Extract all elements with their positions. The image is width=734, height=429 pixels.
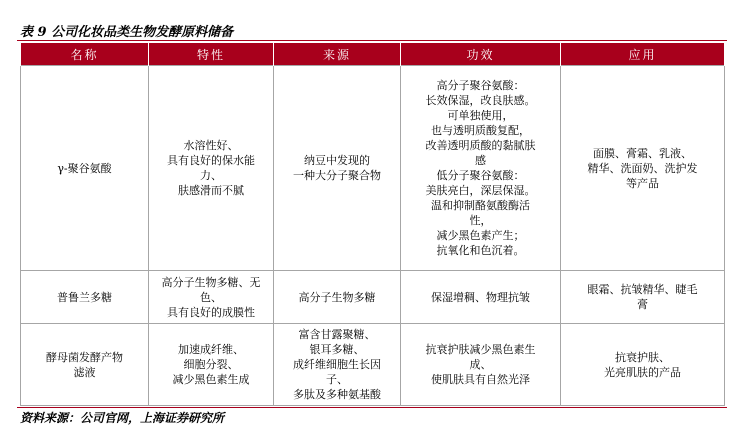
- cell-application: [561, 66, 725, 271]
- raw-materials-table: [20, 43, 725, 406]
- cell-line: 面膜、膏霜、乳液、: [593, 146, 692, 160]
- cell-line: 精华、洗面奶、洗护发: [587, 161, 698, 175]
- cell-line: 高分子聚谷氨酸：: [436, 79, 525, 92]
- table-row: [21, 271, 725, 324]
- cell-application: [561, 324, 725, 406]
- cell-line: 性，: [469, 214, 492, 227]
- cell-line: 抗氧化和色沉着。: [436, 244, 525, 257]
- cell-line: 细胞分裂、: [183, 358, 239, 371]
- cell-line: 感: [475, 154, 486, 167]
- cell-line: 也与透明质酸复配，: [431, 124, 530, 137]
- cell-effect: [401, 324, 561, 406]
- table-row: [21, 324, 725, 406]
- cell-name: [21, 271, 149, 324]
- cell-line: 减少黑色素产生；: [436, 229, 525, 242]
- cell-line: 改善透明质酸的黏腻肤: [425, 139, 536, 152]
- header-effect: 功效: [401, 43, 561, 66]
- header-application: 应用: [561, 43, 725, 66]
- cell-name: [21, 324, 149, 406]
- cell-line: 抗衰护肤减少黑色素生: [425, 343, 536, 356]
- cell-line: 可单独使用，: [447, 109, 514, 122]
- top-rule: [17, 40, 727, 41]
- cell-line: 减少黑色素生成: [172, 373, 250, 386]
- cell-effect: [401, 271, 561, 324]
- cell-line: 长效保湿，改良肤感。: [425, 94, 536, 107]
- cell-line: 具有良好的成膜性: [167, 305, 255, 319]
- cell-line: 酵母菌发酵产物: [46, 350, 123, 364]
- bottom-rule: [17, 407, 727, 408]
- header-source: 来源: [274, 43, 401, 66]
- cell-line: 肤感滑而不腻: [178, 184, 244, 197]
- cell-line: 普鲁兰多糖: [57, 290, 112, 304]
- table-row: [21, 66, 725, 271]
- cell-line: 保湿增稠、物理抗皱: [431, 290, 530, 304]
- cell-line: 光亮肌肤的产品: [604, 365, 681, 379]
- cell-line: 水溶性好、: [183, 139, 239, 152]
- cell-line: 滤液: [73, 365, 96, 379]
- cell-feature: [149, 324, 274, 406]
- cell-feature: [149, 271, 274, 324]
- cell-line: 银耳多糖、: [309, 343, 365, 356]
- cell-line: 等产品: [626, 176, 659, 190]
- table-title: 表 9 公司化妆品类生物发酵原料储备: [20, 25, 234, 40]
- header-feature: 特性: [149, 43, 274, 66]
- cell-line: 低分子聚谷氨酸：: [436, 169, 525, 182]
- cell-line: 子、: [326, 373, 348, 386]
- table-header-row: [21, 43, 725, 66]
- cell-line: 力、: [200, 169, 222, 182]
- cell-line: 温和抑制酪氨酸酶活: [431, 199, 530, 212]
- cell-effect: [401, 66, 561, 271]
- cell-line: 高分子生物多糖、无: [161, 275, 261, 289]
- cell-feature: [149, 66, 274, 271]
- header-name: 名称: [21, 43, 149, 66]
- cell-source: [274, 271, 401, 324]
- cell-application: [561, 271, 725, 324]
- cell-line: 眼霜、抗皱精华、睫毛: [587, 283, 698, 296]
- cell-line: 美肤亮白，深层保湿。: [425, 184, 536, 197]
- cell-line: 富含甘露聚糖、: [298, 328, 376, 341]
- cell-line: 成纤维细胞生长因: [293, 358, 381, 371]
- cell-line: 抗衰护肤、: [615, 350, 670, 364]
- cell-line: 膏: [637, 298, 648, 311]
- cell-line: 色、: [200, 290, 222, 304]
- cell-source: [274, 66, 401, 271]
- cell-line: 加速成纤维、: [178, 343, 244, 356]
- cell-line: 成、: [469, 358, 492, 371]
- cell-line: γ-聚谷氨酸: [57, 161, 112, 175]
- cell-line: 纳豆中发现的: [304, 154, 370, 167]
- cell-line: 多肽及多种氨基酸: [293, 388, 381, 401]
- cell-name: [21, 66, 149, 271]
- cell-line: 一种大分子聚合物: [293, 169, 381, 182]
- cell-source: [274, 324, 401, 406]
- cell-line: 使肌肤具有自然光泽: [431, 373, 530, 386]
- source-note: 资料来源：公司官网，上海证券研究所: [20, 411, 225, 425]
- cell-line: 具有良好的保水能: [167, 154, 255, 167]
- cell-line: 高分子生物多糖: [298, 290, 376, 304]
